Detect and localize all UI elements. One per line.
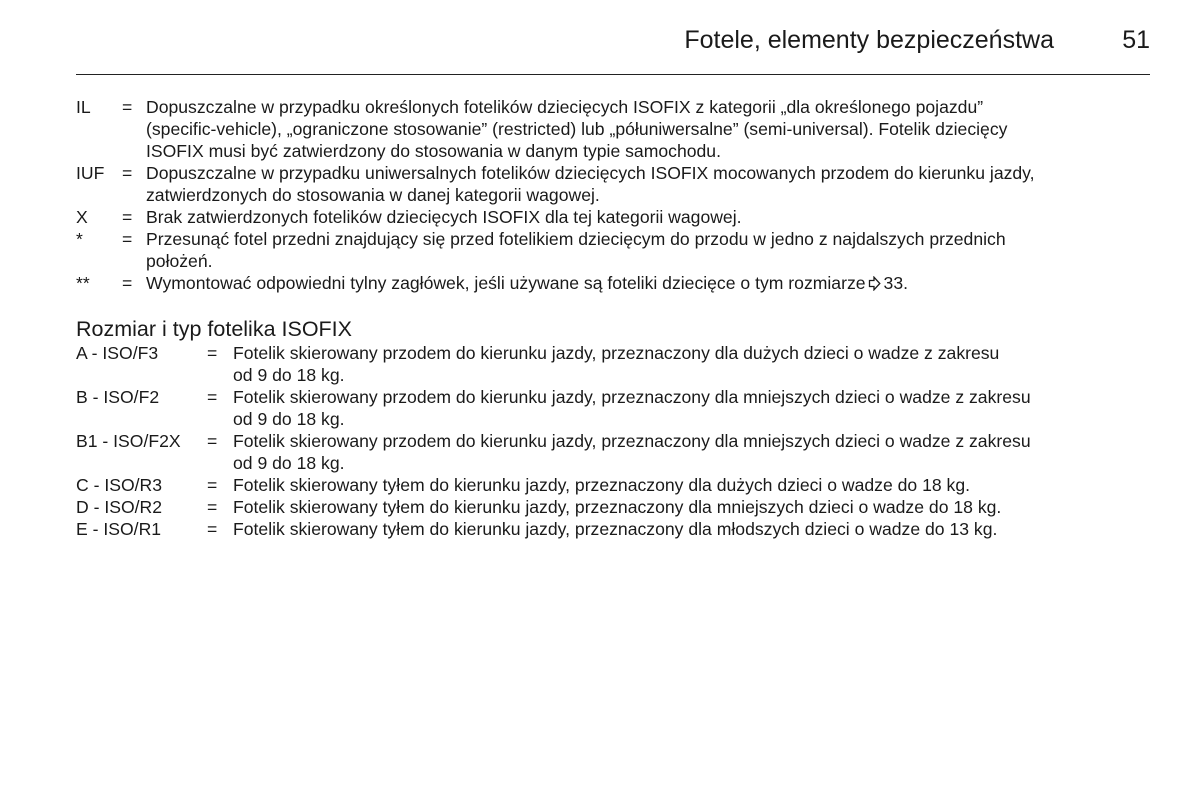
legend-item-iuf xyxy=(76,162,1156,206)
page-title: Fotele, elementy bezpieczeństwa xyxy=(684,26,1054,54)
legend-description xyxy=(146,162,1156,206)
legend-term: * xyxy=(76,229,83,249)
legend-description xyxy=(146,206,1156,228)
size-class-term: D - ISO/R2 xyxy=(76,497,163,517)
legend-description-line: Dopuszczalne w przypadku uniwersalnych fotelików dziecięcych ISOFIX mocowanych przodem do kierunku jazdy, xyxy=(146,163,1035,183)
legend-description xyxy=(146,228,1156,272)
size-class-description-line: Fotelik skierowany przodem do kierunku jazdy, przeznaczony dla dużych dzieci o wadze z zakresu xyxy=(233,343,1000,363)
legend-description-line: Wymontować odpowiedni tylny zagłówek, jeśli używane są foteliki dziecięce o tym rozmiarze xyxy=(146,273,866,293)
size-class-description xyxy=(233,518,1156,540)
legend-description xyxy=(146,96,1156,162)
size-class-description-line: Fotelik skierowany tyłem do kierunku jazdy, przeznaczony dla młodszych dzieci o wadze do 13 kg. xyxy=(233,519,998,539)
size-class-term: C - ISO/R3 xyxy=(76,475,163,495)
size-class-description-line: Fotelik skierowany przodem do kierunku jazdy, przeznaczony dla mniejszych dzieci o wadze z zakresu xyxy=(233,387,1031,407)
size-class-item xyxy=(76,386,1156,430)
legend-description-line: zatwierdzonych do stosowania w danej kategorii wagowej. xyxy=(146,185,600,205)
legend-equals: = xyxy=(122,207,133,227)
size-class-description xyxy=(233,474,1156,496)
size-class-term: A - ISO/F3 xyxy=(76,343,159,363)
size-class-equals: = xyxy=(207,343,218,363)
size-class-description-line: od 9 do 18 kg. xyxy=(233,453,345,473)
size-class-item xyxy=(76,496,1156,518)
legend-description-line: Dopuszczalne w przypadku określonych fotelików dziecięcych ISOFIX z kategorii „dla określonego pojazdu” xyxy=(146,97,984,117)
legend-term: IL xyxy=(76,97,91,117)
size-class-item xyxy=(76,430,1156,474)
size-class-description xyxy=(233,342,1156,386)
size-class-list xyxy=(76,342,1156,540)
legend-description-line: ISOFIX musi być zatwierdzony do stosowania w danym typie samochodu. xyxy=(146,141,721,161)
size-class-term: B - ISO/F2 xyxy=(76,387,160,407)
size-class-equals: = xyxy=(207,519,218,539)
size-class-term: B1 - ISO/F2X xyxy=(76,431,181,451)
legend-equals: = xyxy=(122,229,133,249)
size-class-description xyxy=(233,496,1156,518)
legend-description-line: (specific-vehicle), „ograniczone stosowanie” (restricted) lub „półuniwersalne” (semi-universal). Fotelik dziecięcy xyxy=(146,119,1008,139)
page-reference-link[interactable]: 33. xyxy=(883,273,908,293)
legend-item-asterisk xyxy=(76,228,1156,272)
size-class-description xyxy=(233,386,1156,430)
page-reference-arrow-icon xyxy=(868,274,881,296)
legend-description-line: położeń. xyxy=(146,251,213,271)
size-class-description-line: Fotelik skierowany tyłem do kierunku jazdy, przeznaczony dla dużych dzieci o wadze do 18 kg. xyxy=(233,475,971,495)
legend-term: X xyxy=(76,207,88,227)
legend-item-x xyxy=(76,206,1156,228)
size-class-equals: = xyxy=(207,431,218,451)
header-divider xyxy=(76,74,1150,75)
size-class-description-line: Fotelik skierowany przodem do kierunku jazdy, przeznaczony dla mniejszych dzieci o wadze z zakresu xyxy=(233,431,1031,451)
page-content xyxy=(76,96,1156,540)
legend-description-line: Przesunąć fotel przedni znajdujący się przed fotelikiem dziecięcym do przodu w jedno z najdalszych przednich xyxy=(146,229,1006,249)
legend-equals: = xyxy=(122,97,133,117)
legend-list xyxy=(76,96,1156,296)
legend-item-double-asterisk xyxy=(76,272,1156,296)
size-class-item xyxy=(76,474,1156,496)
size-class-equals: = xyxy=(207,497,218,517)
legend-item-il xyxy=(76,96,1156,162)
size-class-description-line: Fotelik skierowany tyłem do kierunku jazdy, przeznaczony dla mniejszych dzieci o wadze do 18 kg. xyxy=(233,497,1002,517)
size-class-description-line: od 9 do 18 kg. xyxy=(233,365,345,385)
size-class-item xyxy=(76,342,1156,386)
page-header xyxy=(76,24,1150,60)
size-class-term: E - ISO/R1 xyxy=(76,519,162,539)
legend-equals: = xyxy=(122,163,133,183)
legend-equals: = xyxy=(122,273,133,293)
legend-term: IUF xyxy=(76,163,105,183)
size-class-equals: = xyxy=(207,475,218,495)
legend-term: ** xyxy=(76,273,90,293)
page-number: 51 xyxy=(1122,26,1150,54)
size-class-description xyxy=(233,430,1156,474)
section-heading: Rozmiar i typ fotelika ISOFIX xyxy=(76,317,352,341)
legend-description-line: Brak zatwierdzonych fotelików dziecięcych ISOFIX dla tej kategorii wagowej. xyxy=(146,207,742,227)
size-class-item xyxy=(76,518,1156,540)
size-class-equals: = xyxy=(207,387,218,407)
size-class-description-line: od 9 do 18 kg. xyxy=(233,409,345,429)
legend-description xyxy=(146,272,1156,296)
